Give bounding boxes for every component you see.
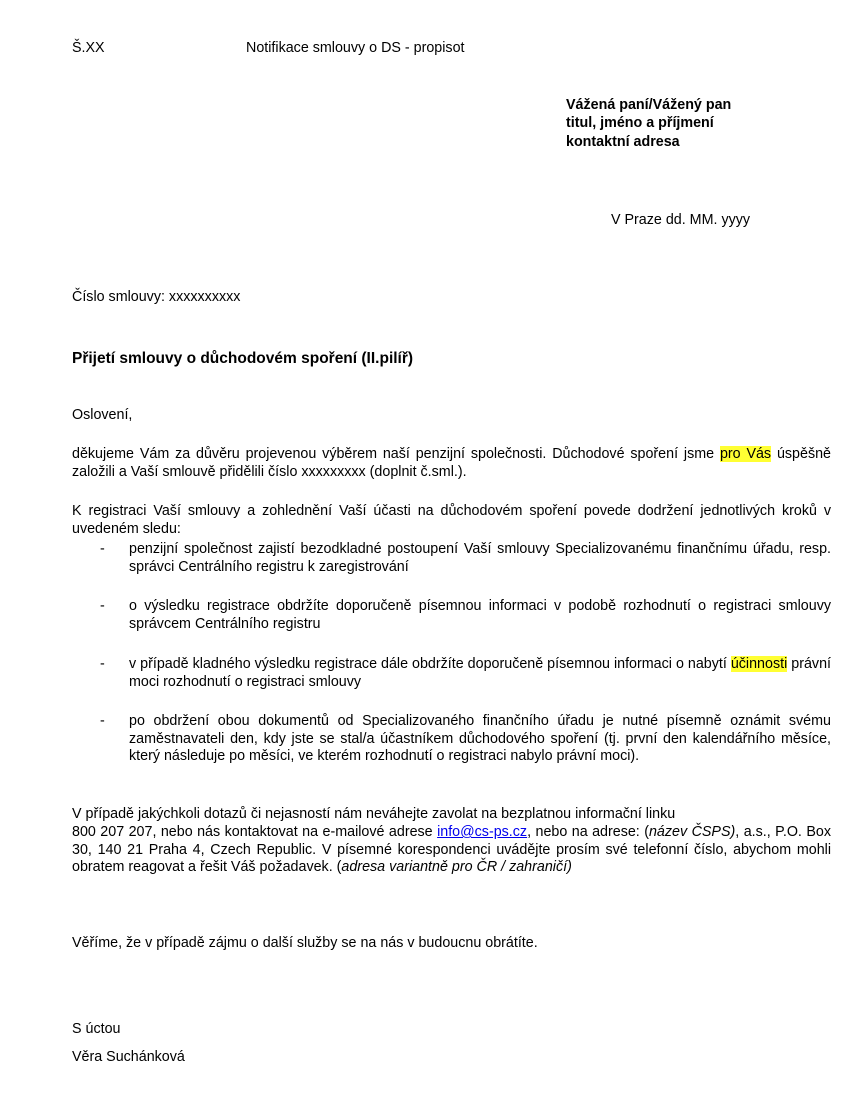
intro-highlight: pro Vás [719, 446, 772, 462]
intro-text-2: úspěšně založili a Vaší smlouvě přidělili číslo xxxxxxxxx (doplnit č.sml.). [72, 446, 831, 480]
step-3-text-a: v případě kladného výsledku registrace dále obdržíte doporučeně písemnou informaci o nabytí [129, 656, 731, 672]
step-3-text-b: právní moci rozhodnutí o registraci smlouvy [129, 656, 831, 690]
step-1-text: penzijní společnost zajistí bezodkladné postoupení Vaší smlouvy Specializovanému finančnímu úřadu, resp. správci Centrálního registru k zaregistrování [129, 541, 831, 575]
contact-text-a: 800 207 207, nebo nás kontaktovat na e-mailové adrese [72, 824, 438, 840]
list-dash: - [100, 541, 105, 557]
step-3-highlight: účinnosti [730, 656, 788, 672]
salutation: Oslovení, [72, 407, 133, 423]
steps-intro: K registraci Vaší smlouvy a zohlednění Vaší účasti na důchodovém spoření povede dodržení jednotlivých kroků v uvedeném sledu: [72, 503, 831, 537]
contact-line-1: V případě jakýchkoli dotazů či nejasností nám neváhejte zavolat na bezplatnou informační linku [72, 806, 676, 822]
letter-title: Přijetí smlouvy o důchodovém spoření (II.pilíř) [72, 350, 414, 367]
step-2-text: o výsledku registrace obdržíte doporučeně písemnou informaci v podobě rozhodnutí o registraci smlouvy správcem Centrálního registru [129, 598, 831, 632]
recipient-address: kontaktní adresa [566, 134, 680, 150]
document-code: Š.XX [72, 40, 105, 56]
list-dash: - [100, 713, 105, 729]
date-line: V Praze dd. MM. yyyy [611, 212, 751, 228]
contact-text-b: , nebo na adrese: ( [527, 824, 649, 840]
step-4-text: po obdržení obou dokumentů od Specializovaného finančního úřadu je nutné písemně oznámit svému zaměstnavateli den, kdy jste se stal/a účastníkem důchodového spoření (tj. první den kalendářního měsíce, který následuje po měsíci, ve kterém rozhodnutí o registraci nabylo právní moci). [129, 713, 831, 764]
signature-name: Věra Suchánková [72, 1049, 185, 1065]
list-dash: - [100, 598, 105, 614]
recipient-salutation: Vážená paní/Vážený pan [566, 97, 732, 113]
intro-paragraph [72, 446, 831, 481]
document-subject: Notifikace smlouvy o DS - propisot [246, 40, 465, 56]
recipient-name: titul, jméno a příjmení [566, 115, 714, 131]
intro-text-1: děkujeme Vám za důvěru projevenou výběrem naší penzijní společnosti. Důchodové spoření jsme [72, 446, 720, 462]
contract-number: Číslo smlouvy: xxxxxxxxxx [72, 289, 241, 305]
closing-sentence: Věříme, že v případě zájmu o další služby se na nás v budoucnu obrátíte. [72, 935, 538, 951]
address-note: adresa variantně pro ČR / zahraničí) [341, 859, 572, 875]
list-dash: - [100, 656, 105, 672]
company-placeholder: název ČSPS) [648, 824, 736, 840]
regards: S úctou [72, 1021, 121, 1037]
contact-text-c: , a.s., P.O. Box 30, 140 21 Praha 4, Czech Republic. V písemné korespondenci uvádějte prosím své telefonní číslo, abychom mohli obratem reagovat a řešit Váš požadavek. ( [72, 824, 831, 875]
step-3-text [129, 656, 831, 691]
email-link[interactable]: info@cs-ps.cz [437, 824, 528, 840]
contact-paragraph [72, 824, 831, 877]
